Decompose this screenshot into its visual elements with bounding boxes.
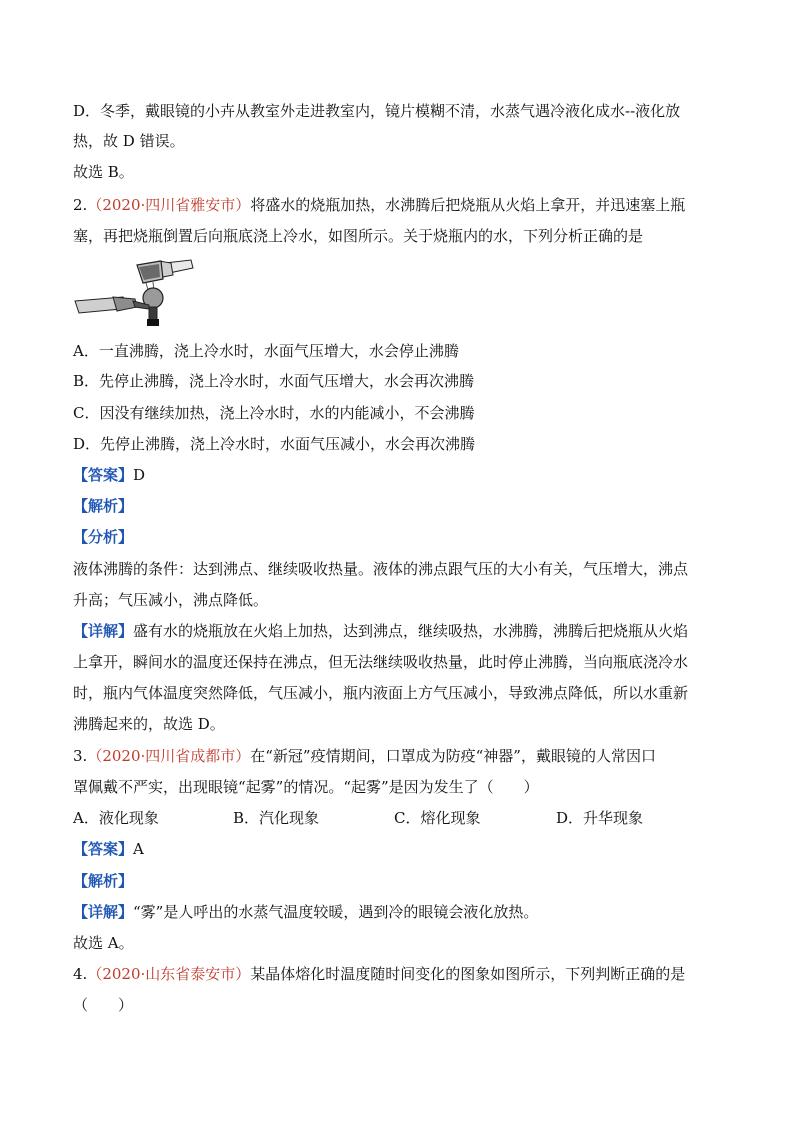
holding-hand-icon <box>75 297 149 313</box>
q2-detail-text1: 盛有水的烧瓶放在火焰上加热，达到沸点，继续吸热，水沸腾，沸腾后把烧瓶从火焰 <box>133 622 689 640</box>
q3-answer-value: A <box>133 840 144 858</box>
q4-stem-line2: （ ） <box>73 996 134 1014</box>
q2-fenxi-line1: 液体沸腾的条件：达到沸点、继续吸收热量。液体的沸点跟气压的大小有关，气压增大，沸点 <box>73 560 689 578</box>
q4-number: 4. <box>73 965 88 983</box>
q2-stem-line1 <box>73 195 685 215</box>
q3-option-c: C．熔化现象 <box>394 809 481 827</box>
q4-source: （2020·山东省泰安市） <box>87 965 251 983</box>
q4-stem-text1: 某晶体熔化时温度随时间变化的图象如图所示，下列判断正确的是 <box>250 965 686 983</box>
q3-answer <box>73 839 144 859</box>
q3-stem-line1 <box>73 746 656 766</box>
q2-answer-value: D <box>133 466 146 484</box>
q3-option-d: D．升华现象 <box>556 809 644 827</box>
q2-stem-text1: 将盛水的烧瓶加热，水沸腾后把烧瓶从火焰上拿开，并迅速塞上瓶 <box>250 196 686 214</box>
q1-option-d-line2: 热，故 D 错误。 <box>73 132 185 150</box>
q3-option-b: B．汽化现象 <box>233 809 320 827</box>
q2-answer <box>73 465 145 485</box>
q3-detail-line1 <box>73 902 538 922</box>
q2-option-b: B．先停止沸腾，浇上冷水时，水面气压增大，水会再次沸腾 <box>73 372 475 390</box>
pouring-hand-icon <box>137 260 193 283</box>
q1-option-d-line1: D．冬季，戴眼镜的小卉从教室外走进教室内，镜片模糊不清，水蒸气遇冷液化成水--液化放 <box>73 102 681 120</box>
q3-option-a: A．液化现象 <box>73 809 159 827</box>
q1-conclusion: 故选 B。 <box>73 163 134 181</box>
q2-detail-tag: 【详解】 <box>73 622 134 640</box>
q2-detail-line4: 沸腾起来的，故选 D。 <box>73 715 225 733</box>
q2-fenxi-tag: 【分析】 <box>73 528 134 546</box>
q2-source: （2020·四川省雅安市） <box>87 196 251 214</box>
q3-stem-text1: 在“新冠”疫情期间，口罩成为防疫“神器”，戴眼镜的人常因口 <box>250 747 656 765</box>
q2-detail-line3: 时，瓶内气体温度突然降低，气压减小，瓶内液面上方气压减小，导致沸点降低，所以水重新 <box>73 684 689 702</box>
q3-jiexi-tag: 【解析】 <box>73 872 134 890</box>
q2-option-d: D．先停止沸腾，浇上冷水时，水面气压减小，水会再次沸腾 <box>73 435 476 453</box>
q3-detail-tag: 【详解】 <box>73 903 134 921</box>
q2-answer-tag: 【答案】 <box>73 466 134 484</box>
q3-stem-line2: 罩佩戴不严实，出现眼镜“起雾”的情况。“起雾”是因为发生了（ ） <box>73 778 539 796</box>
q3-number: 3. <box>73 747 88 765</box>
flask-figure <box>73 255 198 335</box>
q3-conclusion: 故选 A。 <box>73 934 134 952</box>
q3-source: （2020·四川省成都市） <box>87 747 251 765</box>
q3-answer-tag: 【答案】 <box>73 840 134 858</box>
q2-option-c: C．因没有继续加热，浇上冷水时，水的内能减小，不会沸腾 <box>73 404 475 422</box>
q2-number: 2. <box>73 196 88 214</box>
q2-fenxi-line2: 升高；气压减小，沸点降低。 <box>73 591 269 609</box>
q2-stem-line2: 塞，再把烧瓶倒置后向瓶底浇上冷水，如图所示。关于烧瓶内的水，下列分析正确的是 <box>73 227 644 245</box>
q2-jiexi-tag: 【解析】 <box>73 497 134 515</box>
q3-detail-text1: “雾”是人呼出的水蒸气温度较暖，遇到冷的眼镜会液化放热。 <box>133 903 539 921</box>
q2-detail-line1 <box>73 621 688 641</box>
q2-option-a: A．一直沸腾，浇上冷水时，水面气压增大，水会停止沸腾 <box>73 342 459 360</box>
q2-detail-line2: 上拿开，瞬间水的温度还保持在沸点，但无法继续吸收热量，此时停止沸腾，当向瓶底浇冷水 <box>73 653 689 671</box>
q4-stem-line1 <box>73 964 685 984</box>
